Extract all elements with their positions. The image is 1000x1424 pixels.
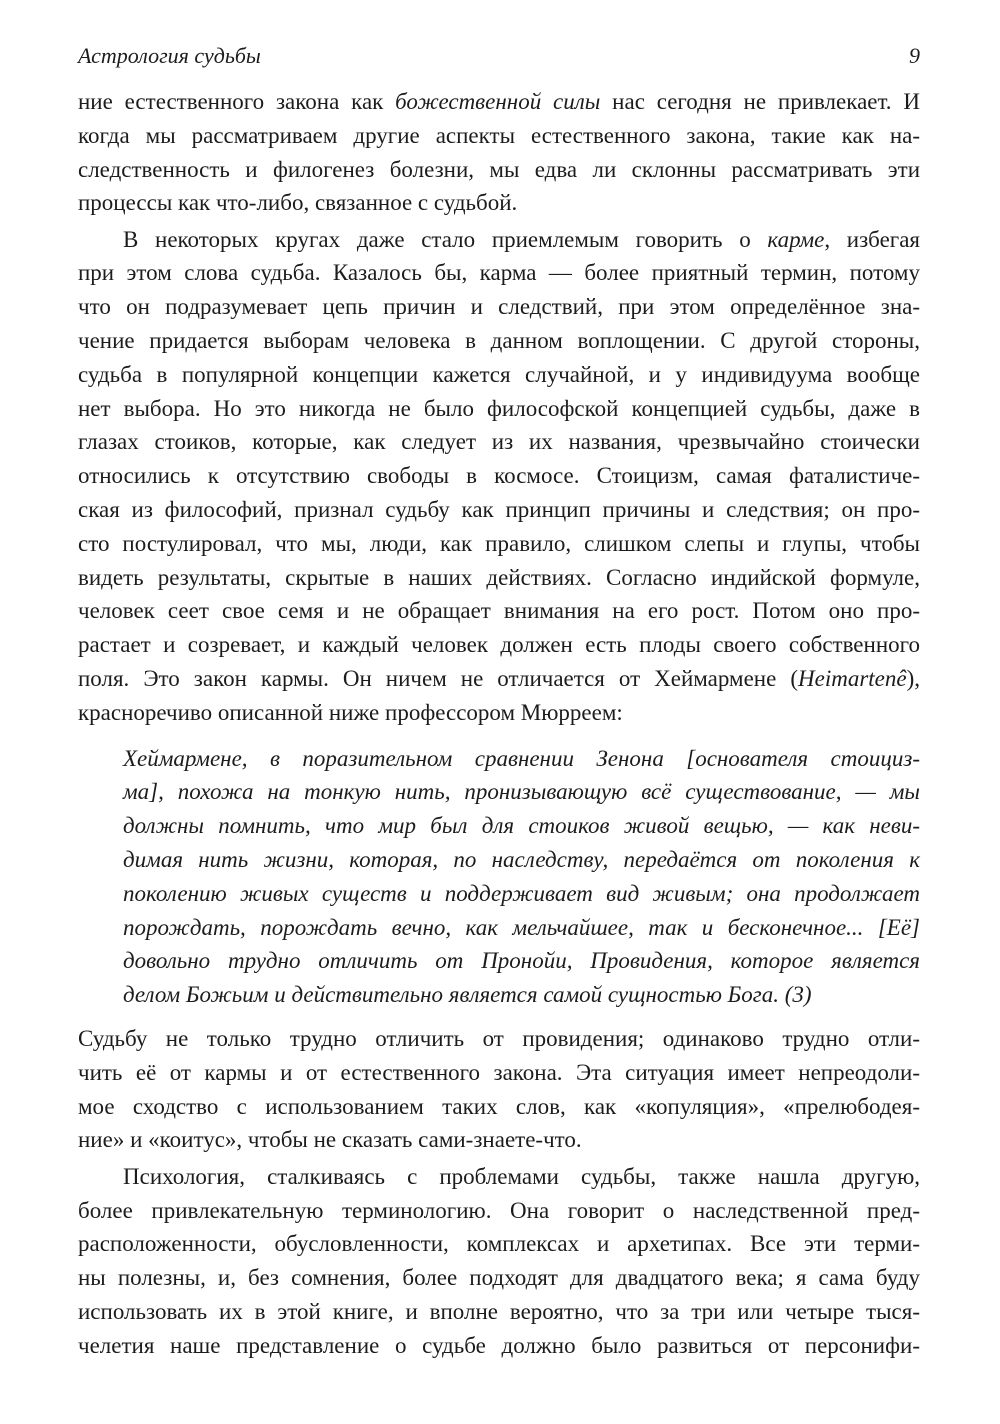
text-line: судьба в популярной концепции кажется случайной, и у индивидуума вообще	[78, 361, 920, 387]
text-line: глазах стоиков, которые, как следует из их названия, чрезвычайно стоически	[78, 429, 920, 455]
running-title: Астрология судьбы	[78, 43, 261, 68]
text-line: когда мы рассматриваем другие аспекты естественного закона, такие как на-	[78, 122, 920, 148]
text-line: димая нить жизни, которая, по наследству, передаётся от поколения к	[123, 847, 920, 873]
text-line: процессы как что-либо, связанное с судьбой.	[78, 190, 518, 216]
text-line: мое сходство с использованием таких слов, как «копуляция», «прелюбодея-	[78, 1093, 920, 1119]
text-line: человек сеет свое семя и не обращает внимания на его рост. Потом оно про-	[78, 598, 920, 624]
text-line: ская из философий, признал судьбу как принцип причины и следствия; он про-	[78, 497, 920, 523]
text-line: видеть результаты, скрытые в наших действиях. Согласно индийской формуле,	[78, 564, 920, 590]
text-line: при этом слова судьба. Казалось бы, карма — более приятный термин, потому	[78, 260, 920, 286]
text-line: Судьбу не только трудно отличить от провидения; одинаково трудно отли-	[78, 1026, 920, 1052]
body-text	[78, 85, 920, 1365]
emphasis: божественной силы	[395, 89, 601, 114]
text-line: чение придается выборам человека в данном воплощении. С другой стороны,	[78, 328, 920, 354]
paragraph-providence	[78, 1022, 920, 1157]
text-line: растает и созревает, и каждый человек должен есть плоды своего собственного	[78, 632, 920, 658]
paragraph-continuation	[78, 85, 920, 220]
text-line: поля. Это закон кармы. Он ничем не отличается от Хеймармене (Heimartenê),	[78, 666, 920, 692]
text-line: следственность и филогенез болезни, мы едва ли склонны рассматривать эти	[78, 156, 920, 182]
text-line: порождать, порождать вечно, как мельчайшее, так и бесконечное... [Её]	[123, 914, 920, 940]
text-line: поколению живых существ и поддерживает вид живым; она продолжает	[123, 880, 920, 906]
text-line: делом Божьим и действительно является самой сущностью Бога. (3)	[123, 982, 812, 1008]
text-line: Хеймармене, в поразительном сравнении Зенона [основателя стоициз-	[123, 745, 920, 771]
block-quote-murray	[123, 742, 920, 1012]
page-number: 9	[909, 43, 920, 68]
text-line: Психология, сталкиваясь с проблемами судьбы, также нашла другую,	[123, 1163, 920, 1189]
text-line: довольно трудно отличить от Пронойи, Провидения, которое является	[123, 948, 920, 974]
text-line: расположенности, обусловленности, комплексах и архетипах. Все эти терми-	[78, 1231, 920, 1257]
text-line: ние естественного закона как божественной силы нас сегодня не привлекает. И	[78, 89, 920, 114]
text-line: ны полезны, и, без сомнения, более подходят для двадцатого века; я сама буду	[78, 1265, 920, 1291]
text-line: использовать их в этой книге, и вполне вероятно, что за три или четыре тыся-	[78, 1298, 920, 1324]
text-line: чить её от кармы и от естественного закона. Эта ситуация имеет непреодоли-	[78, 1059, 920, 1085]
text-line: сто постулировал, что мы, люди, как правило, слишком слепы и глупы, чтобы	[78, 530, 920, 556]
text-line: ние» и «коитус», чтобы не сказать сами-знаете-что.	[78, 1127, 582, 1153]
text-line: В некоторых кругах даже стало приемлемым говорить о карме, избегая	[123, 226, 920, 252]
emphasis: Heimartenê	[798, 666, 907, 692]
running-header	[78, 40, 920, 72]
text-line: челетия наше представление о судьбе должно было развиться от персонифи-	[78, 1332, 920, 1358]
text-line: нет выбора. Но это никогда не было философской концепцией судьбы, даже в	[78, 395, 920, 421]
paragraph-psychology	[78, 1160, 920, 1363]
paragraph-karma	[78, 223, 920, 730]
text-line: что он подразумевает цепь причин и следствий, при этом определённое зна-	[78, 294, 920, 320]
text-line: ма], похожа на тонкую нить, пронизывающую всё существование, — мы	[123, 779, 920, 805]
text-line: красноречиво описанной ниже профессором Мюрреем:	[78, 699, 623, 725]
emphasis: карме	[767, 226, 825, 252]
text-line: относились к отсутствию свободы в космосе. Стоицизм, самая фаталистиче-	[78, 463, 920, 489]
text-line: должны помнить, что мир был для стоиков живой вещью, — как неви-	[123, 813, 920, 839]
text-line: более привлекательную терминологию. Она говорит о наследственной пред-	[78, 1197, 920, 1223]
